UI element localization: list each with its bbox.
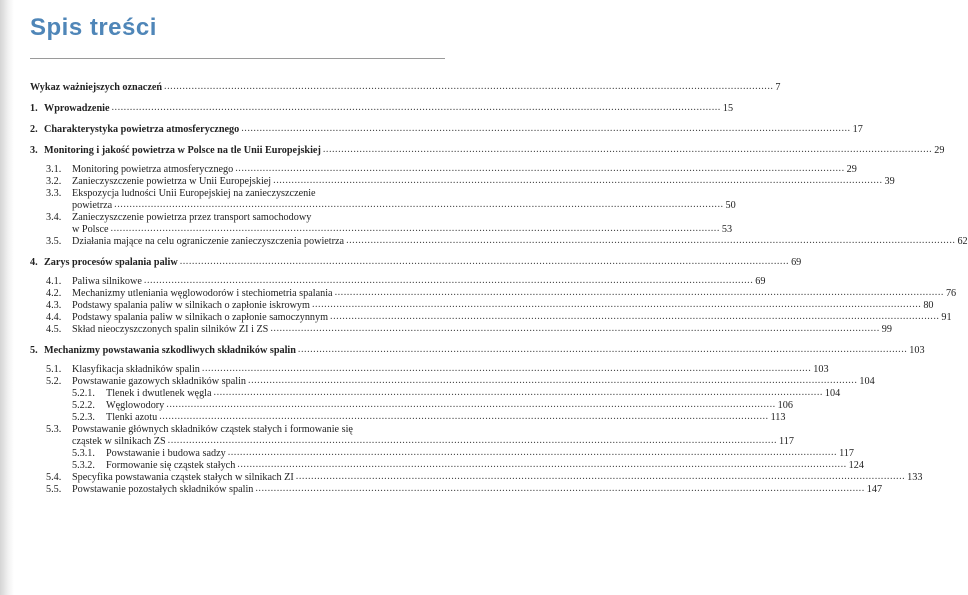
toc-entry-number: 4.3. <box>46 300 62 311</box>
toc-page-number: 133 <box>907 472 923 483</box>
toc-entry-number: 5.1. <box>46 364 62 375</box>
toc-page-number: 104 <box>859 376 875 387</box>
toc-entry-title: Skład nieoczyszczonych spalin silników ZI i ZS <box>72 324 269 335</box>
toc-page-number: 104 <box>824 388 841 399</box>
toc-page-number: 76 <box>945 288 957 299</box>
toc-entry[interactable] <box>30 424 794 448</box>
toc-page-number: 106 <box>777 400 793 411</box>
toc-leader-dots <box>111 102 720 114</box>
page-title: Spis treści <box>30 14 157 41</box>
toc-page-number: 15 <box>722 103 734 114</box>
toc-entry-line <box>30 236 968 248</box>
toc-leader-dots <box>144 275 753 287</box>
toc-entry-title: Zanieczyszczenie powietrza przez transport samochodowy <box>72 212 312 223</box>
toc-entry[interactable] <box>30 176 895 188</box>
page-binding-shadow <box>0 0 14 595</box>
toc-leader-dots <box>159 411 768 423</box>
toc-page-number: 117 <box>779 436 794 447</box>
toc-entry-number: 3.4. <box>46 212 62 223</box>
toc-leader-dots <box>273 175 882 187</box>
toc-leader-dots <box>296 471 905 483</box>
table-of-contents <box>30 82 968 496</box>
toc-entry-number: 5.5. <box>46 484 62 495</box>
toc-entry-number: 2. <box>30 124 38 135</box>
toc-entry-number: 3.5. <box>46 236 62 247</box>
toc-entry-title: Węglowodory <box>106 400 165 411</box>
toc-entry-number: 4.5. <box>46 324 62 335</box>
toc-entry-line <box>30 324 892 336</box>
toc-page-number: 50 <box>725 200 736 211</box>
toc-page-number: 117 <box>839 448 854 459</box>
toc-entry-line <box>30 103 734 115</box>
toc-entry-title: Podstawy spalania paliw w silnikach o zapłonie iskrowym <box>72 300 310 311</box>
toc-entry-title: Wprowadzenie <box>44 103 110 114</box>
toc-leader-dots <box>241 123 850 135</box>
toc-entry-line <box>30 145 945 157</box>
toc-entry[interactable] <box>30 257 802 269</box>
toc-entry-line <box>30 484 883 496</box>
toc-page-number: 69 <box>755 276 766 287</box>
toc-entry-title: Paliwa silnikowe <box>72 276 142 287</box>
toc-leader-dots <box>180 256 789 268</box>
toc-entry-line <box>30 257 802 269</box>
toc-entry-line <box>30 176 895 188</box>
toc-entry-number: 5.2.1. <box>72 388 95 399</box>
toc-leader-dots <box>202 363 811 375</box>
toc-leader-dots <box>114 199 723 211</box>
toc-entry-title: Ekspozycja ludności Unii Europejskiej na zanieczyszczenie <box>72 188 316 199</box>
toc-entry-title: Podstawy spalania paliw w silnikach o zapłonie samoczynnym <box>72 312 329 323</box>
toc-entry[interactable] <box>30 103 734 115</box>
toc-entry-title: Klasyfikacja składników spalin <box>72 364 200 375</box>
toc-entry-line <box>30 412 786 424</box>
toc-entry-title: Mechanizmy powstawania szkodliwych składników spalin <box>44 345 296 356</box>
toc-entry-number: 5.3.1. <box>72 448 95 459</box>
toc-entry[interactable] <box>30 324 892 336</box>
toc-page-number: 80 <box>923 300 934 311</box>
toc-entry-number: 1. <box>30 103 38 114</box>
toc-entry-number: 5.3.2. <box>72 460 95 471</box>
title-divider <box>30 58 445 59</box>
toc-leader-dots <box>214 387 823 399</box>
toc-entry-title: Zanieczyszczenie powietrza w Unii Europejskiej <box>72 176 272 187</box>
toc-entry-title-continued: powietrza <box>72 200 113 211</box>
toc-leader-dots <box>111 223 720 235</box>
toc-page-number: 53 <box>721 224 733 235</box>
toc-entry[interactable] <box>30 236 968 248</box>
toc-entry-number: 3. <box>30 145 38 156</box>
toc-entry-number: 3.3. <box>46 188 62 199</box>
toc-leader-dots <box>312 299 921 311</box>
toc-entry-number: 3.2. <box>46 176 62 187</box>
toc-page-number: 69 <box>791 257 802 268</box>
toc-entry-title: Powstawanie gazowych składników spalin <box>72 376 247 387</box>
toc-entry-title: Powstawanie głównych składników cząstek stałych i formowanie się <box>72 424 353 435</box>
toc-entry-number: 5.4. <box>46 472 62 483</box>
toc-entry[interactable] <box>30 212 733 236</box>
toc-leader-dots <box>270 323 879 335</box>
toc-entry-number: 5.2.3. <box>72 412 95 423</box>
toc-entry-title: Wykaz ważniejszych oznaczeń <box>30 82 163 93</box>
toc-page-number: 113 <box>770 412 786 423</box>
toc-page-number: 99 <box>881 324 892 335</box>
toc-entry-title-continued: w Polsce <box>72 224 109 235</box>
toc-entry[interactable] <box>30 345 925 357</box>
toc-entry-title: Tlenek i dwutlenek węgla <box>106 388 212 399</box>
toc-entry-number: 5.3. <box>46 424 62 435</box>
toc-entry-title: Charakterystyka powietrza atmosferycznego <box>44 124 240 135</box>
toc-leader-dots <box>298 344 907 356</box>
toc-page-number: 147 <box>866 484 883 495</box>
toc-leader-dots <box>235 163 844 175</box>
toc-entry-line <box>30 345 925 357</box>
toc-page-number: 7 <box>775 82 781 93</box>
toc-entry-number: 5.2.2. <box>72 400 95 411</box>
toc-leader-dots <box>335 287 944 299</box>
toc-entry-number: 5.2. <box>46 376 62 387</box>
toc-entry-title: Działania mające na celu ograniczenie zanieczyszczenia powietrza <box>72 236 345 247</box>
toc-page-number: 103 <box>909 345 925 356</box>
toc-entry-number: 5. <box>30 345 38 356</box>
toc-entry-line <box>30 124 863 136</box>
toc-entry-title: Mechanizmy utleniania węglowodorów i stechiometria spalania <box>72 288 333 299</box>
toc-leader-dots <box>330 311 939 323</box>
toc-entry[interactable] <box>30 188 736 212</box>
toc-entry[interactable] <box>30 124 863 136</box>
toc-entry[interactable] <box>30 484 883 496</box>
toc-page-number: 17 <box>852 124 863 135</box>
toc-leader-dots <box>237 459 846 471</box>
toc-entry-number: 4.4. <box>46 312 62 323</box>
toc-page-number: 29 <box>934 145 945 156</box>
toc-entry-number: 4.2. <box>46 288 62 299</box>
toc-entry-title: Powstawanie pozostałych składników spalin <box>72 484 254 495</box>
toc-entry-title: Monitoring i jakość powietrza w Polsce na tle Unii Europejskiej <box>44 145 321 156</box>
toc-entry-title: Tlenki azotu <box>106 412 158 423</box>
toc-page-number: 62 <box>957 236 968 247</box>
toc-leader-dots <box>346 235 955 247</box>
toc-entry-number: 4. <box>30 257 38 268</box>
toc-page-number: 91 <box>941 312 952 323</box>
toc-leader-dots <box>166 399 775 411</box>
toc-entry-title: Zarys procesów spalania paliw <box>44 257 178 268</box>
toc-entry-title: Formowanie się cząstek stałych <box>106 460 236 471</box>
toc-page-number: 103 <box>813 364 829 375</box>
toc-leader-dots <box>255 483 864 495</box>
toc-entry-line <box>30 82 781 94</box>
toc-entry-number: 4.1. <box>46 276 62 287</box>
toc-entry[interactable] <box>30 412 786 424</box>
toc-leader-dots <box>248 375 857 387</box>
toc-leader-dots <box>168 435 777 447</box>
toc-entry-title: Specyfika powstawania cząstek stałych w silnikach ZI <box>72 472 294 483</box>
toc-entry-title-continued: cząstek w silnikach ZS <box>72 436 166 447</box>
toc-entry-line <box>30 200 736 212</box>
toc-entry-title: Monitoring powietrza atmosferycznego <box>72 164 234 175</box>
toc-leader-dots <box>323 144 932 156</box>
toc-entry[interactable] <box>30 145 945 157</box>
toc-entry-title: Powstawanie i budowa sadzy <box>106 448 226 459</box>
toc-leader-dots <box>228 447 837 459</box>
toc-page-number: 124 <box>848 460 864 471</box>
toc-page-number: 29 <box>846 164 857 175</box>
toc-entry[interactable] <box>30 82 781 94</box>
toc-entry-number: 3.1. <box>46 164 62 175</box>
toc-page-number: 39 <box>884 176 895 187</box>
toc-leader-dots <box>164 81 773 93</box>
